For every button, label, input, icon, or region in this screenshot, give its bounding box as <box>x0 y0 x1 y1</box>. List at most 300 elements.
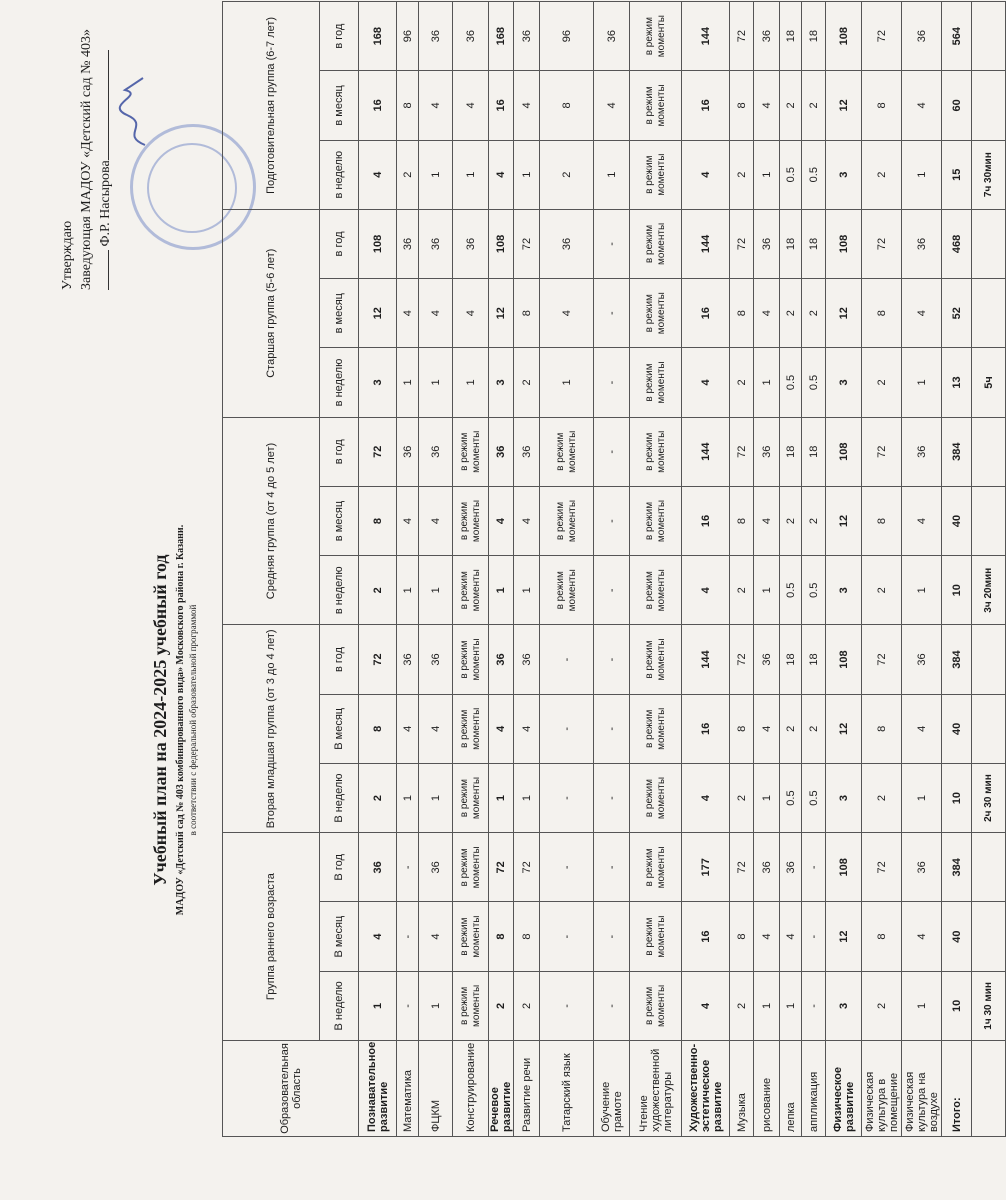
table-cell: 4 <box>682 348 730 417</box>
table-cell: 1 <box>754 763 780 832</box>
curriculum-table <box>222 1 1006 1137</box>
table-cell: 108 <box>826 209 862 278</box>
table-cell: 384 <box>942 625 972 694</box>
table-cell: 72 <box>862 833 902 902</box>
table-cell: 3 <box>826 348 862 417</box>
header-period: в месяц <box>320 71 359 140</box>
table-cell: 18 <box>802 625 826 694</box>
table-cell: в режим моменты <box>630 763 682 832</box>
table-cell: 2 <box>802 279 826 348</box>
table-cell: 4 <box>453 279 489 348</box>
table-cell: 2 <box>780 694 802 763</box>
header-period: В год <box>320 833 359 902</box>
row-area-name: Физическое развитие <box>826 1041 862 1137</box>
table-cell: - <box>397 971 419 1040</box>
table-cell: 36 <box>489 417 514 486</box>
table-cell: 36 <box>754 833 780 902</box>
table-cell: - <box>594 694 630 763</box>
table-cell: 15 <box>942 140 972 209</box>
table-row <box>802 2 826 1137</box>
row-area-name: Татарский язык <box>540 1041 594 1137</box>
table-row <box>540 2 594 1137</box>
table-cell: в режим моменты <box>453 625 489 694</box>
table-cell: 0.5 <box>780 140 802 209</box>
table-cell: 4 <box>682 140 730 209</box>
table-cell: 2 <box>397 140 419 209</box>
table-cell: - <box>802 902 826 971</box>
table-cell: - <box>594 971 630 1040</box>
approval-block <box>58 0 115 290</box>
header-area: Образовательная область <box>223 1041 359 1137</box>
table-cell: 4 <box>419 71 453 140</box>
table-cell: в режим моменты <box>630 971 682 1040</box>
row-area-name: Художественно-эстетическое развитие <box>682 1041 730 1137</box>
table-cell: 1 <box>902 556 942 625</box>
header-period: В месяц <box>320 694 359 763</box>
table-cell <box>972 2 1006 71</box>
table-cell: - <box>540 833 594 902</box>
header-period: В месяц <box>320 902 359 971</box>
table-cell: 1 <box>540 348 594 417</box>
table-cell: 108 <box>826 833 862 902</box>
table-cell: 384 <box>942 833 972 902</box>
table-cell: 36 <box>754 625 780 694</box>
table-cell: 36 <box>514 625 540 694</box>
table-cell: в режим моменты <box>630 486 682 555</box>
table-cell: 144 <box>682 2 730 71</box>
table-cell: 72 <box>514 833 540 902</box>
table-cell: 36 <box>453 209 489 278</box>
table-cell: в режим моменты <box>453 971 489 1040</box>
header-period: в неделю <box>320 348 359 417</box>
table-cell: 8 <box>862 902 902 971</box>
table-cell: 384 <box>942 417 972 486</box>
table-cell: - <box>594 833 630 902</box>
table-cell: 2 <box>514 971 540 1040</box>
table-cell: 2 <box>730 763 754 832</box>
table-cell: 1 <box>419 140 453 209</box>
table-cell: 36 <box>902 833 942 902</box>
table-row <box>754 2 780 1137</box>
table-cell: 4 <box>902 694 942 763</box>
table-cell: 4 <box>902 279 942 348</box>
table-cell <box>972 833 1006 902</box>
table-cell: 4 <box>397 694 419 763</box>
table-cell: 2 <box>359 556 397 625</box>
table-cell: 108 <box>359 209 397 278</box>
table-cell: 4 <box>489 694 514 763</box>
table-cell: 1 <box>902 348 942 417</box>
table-cell: 4 <box>397 486 419 555</box>
table-cell: 4 <box>397 279 419 348</box>
table-cell: 1 <box>397 348 419 417</box>
row-area-name: Музыка <box>730 1041 754 1137</box>
table-cell: 8 <box>514 902 540 971</box>
table-cell: 36 <box>902 417 942 486</box>
table-cell: 4 <box>419 486 453 555</box>
table-cell: 2 <box>862 556 902 625</box>
table-cell: 1 <box>594 140 630 209</box>
table-cell: 72 <box>730 833 754 902</box>
table-cell <box>972 279 1006 348</box>
table-cell: 36 <box>359 833 397 902</box>
table-cell: 1 <box>514 556 540 625</box>
table-cell: 36 <box>902 2 942 71</box>
table-cell: 8 <box>359 694 397 763</box>
table-cell: 72 <box>730 2 754 71</box>
table-cell <box>972 209 1006 278</box>
table-cell: 1 <box>754 971 780 1040</box>
table-cell: 72 <box>359 417 397 486</box>
table-cell: - <box>594 417 630 486</box>
table-cell: 1 <box>419 971 453 1040</box>
table-row <box>972 2 1006 1137</box>
table-cell: 4 <box>902 486 942 555</box>
table-cell: 0.5 <box>780 763 802 832</box>
table-cell: 36 <box>419 625 453 694</box>
table-cell: 2 <box>730 971 754 1040</box>
approval-line-1: Утверждаю <box>60 220 75 290</box>
table-cell: 4 <box>419 902 453 971</box>
table-cell: - <box>540 625 594 694</box>
header-period: В неделю <box>320 763 359 832</box>
table-cell: 2 <box>862 348 902 417</box>
table-cell: 13 <box>942 348 972 417</box>
table-cell: 36 <box>397 209 419 278</box>
table-cell: 2 <box>540 140 594 209</box>
row-area-name: рисование <box>754 1041 780 1137</box>
table-cell: 1 <box>754 556 780 625</box>
table-cell: 144 <box>682 417 730 486</box>
table-cell: 1 <box>419 556 453 625</box>
table-cell: 18 <box>780 209 802 278</box>
table-cell: 18 <box>802 417 826 486</box>
table-cell <box>972 902 1006 971</box>
table-cell: 4 <box>682 556 730 625</box>
table-row <box>902 2 942 1137</box>
table-cell: в режим моменты <box>453 833 489 902</box>
table-row <box>514 2 540 1137</box>
table-row <box>453 2 489 1137</box>
table-cell: 12 <box>826 694 862 763</box>
table-cell: 0.5 <box>780 348 802 417</box>
table-row <box>359 2 397 1137</box>
table-cell: 5ч <box>972 348 1006 417</box>
table-cell: 40 <box>942 694 972 763</box>
table-cell: 4 <box>754 71 780 140</box>
table-cell: 18 <box>780 625 802 694</box>
table-cell: 4 <box>453 71 489 140</box>
table-cell: 8 <box>540 71 594 140</box>
table-cell: 8 <box>730 71 754 140</box>
table-cell: 40 <box>942 486 972 555</box>
signature-icon <box>115 70 155 150</box>
table-cell: 36 <box>514 2 540 71</box>
table-cell: 0.5 <box>780 556 802 625</box>
table-cell: 1 <box>397 556 419 625</box>
table-cell: 8 <box>730 902 754 971</box>
table-cell: - <box>594 902 630 971</box>
table-cell: 1 <box>754 140 780 209</box>
table-cell: 2 <box>862 971 902 1040</box>
table-cell: в режим моменты <box>540 556 594 625</box>
table-cell: 2 <box>514 348 540 417</box>
table-cell: 2 <box>802 71 826 140</box>
table-cell: 52 <box>942 279 972 348</box>
header-period: в месяц <box>320 486 359 555</box>
table-cell: - <box>397 833 419 902</box>
table-cell: 2 <box>780 71 802 140</box>
table-cell: 16 <box>682 71 730 140</box>
table-cell: 4 <box>489 140 514 209</box>
table-cell: - <box>594 348 630 417</box>
table-cell: 36 <box>902 625 942 694</box>
table-cell: 4 <box>902 71 942 140</box>
row-area-name: Конструирование <box>453 1041 489 1137</box>
title-block <box>150 370 198 1070</box>
header-period: в год <box>320 625 359 694</box>
row-area-name: ФЦКМ <box>419 1041 453 1137</box>
row-area-name: аппликация <box>802 1041 826 1137</box>
table-cell: 7ч 30мин <box>972 140 1006 209</box>
row-area-name: Итого: <box>942 1041 972 1137</box>
table-cell: 4 <box>419 279 453 348</box>
table-cell: в режим моменты <box>453 763 489 832</box>
table-cell: 1 <box>902 971 942 1040</box>
table-cell: 16 <box>682 279 730 348</box>
table-cell: 1ч 30 мин <box>972 971 1006 1040</box>
table-cell: 564 <box>942 2 972 71</box>
table-row <box>594 2 630 1137</box>
row-area-name: Физическая культура в помещение <box>862 1041 902 1137</box>
table-cell: 16 <box>682 486 730 555</box>
table-cell: 10 <box>942 556 972 625</box>
table-cell: 8 <box>514 279 540 348</box>
table-cell: 3 <box>826 971 862 1040</box>
table-cell: 4 <box>754 279 780 348</box>
table-cell: 2 <box>802 694 826 763</box>
table-cell: 2 <box>359 763 397 832</box>
header-group: Средняя группа (от 4 до 5 лет) <box>223 417 320 625</box>
table-cell: 36 <box>594 2 630 71</box>
table-cell: 36 <box>419 417 453 486</box>
table-cell: 72 <box>489 833 514 902</box>
row-area-name: Обучение грамоте <box>594 1041 630 1137</box>
table-cell: - <box>397 902 419 971</box>
table-cell: в режим моменты <box>630 833 682 902</box>
table-cell: 1 <box>514 140 540 209</box>
table-header-groups <box>223 2 320 1137</box>
header-period: в год <box>320 209 359 278</box>
table-cell: 4 <box>514 71 540 140</box>
table-cell: - <box>594 556 630 625</box>
table-cell: 72 <box>862 2 902 71</box>
table-cell: 0.5 <box>802 140 826 209</box>
table-cell: 40 <box>942 902 972 971</box>
table-cell: 8 <box>489 902 514 971</box>
table-cell: 36 <box>754 417 780 486</box>
table-cell: 1 <box>489 556 514 625</box>
table-cell: 96 <box>540 2 594 71</box>
table-cell: 36 <box>419 209 453 278</box>
table-cell: в режим моменты <box>453 902 489 971</box>
table-cell: 36 <box>780 833 802 902</box>
header-group: Подготовительная группа (6-7 лет) <box>223 2 320 210</box>
table-cell: 36 <box>754 209 780 278</box>
table-row <box>942 2 972 1137</box>
table-cell: 108 <box>826 417 862 486</box>
table-cell: - <box>540 694 594 763</box>
table-cell: 2 <box>489 971 514 1040</box>
table-cell: 8 <box>730 279 754 348</box>
table-cell: 108 <box>489 209 514 278</box>
table-cell: 8 <box>862 71 902 140</box>
table-cell: - <box>540 763 594 832</box>
table-cell: 36 <box>453 2 489 71</box>
table-cell: 1 <box>489 763 514 832</box>
header-period: в год <box>320 2 359 71</box>
table-cell: - <box>540 902 594 971</box>
table-cell: 12 <box>489 279 514 348</box>
table-cell: - <box>540 971 594 1040</box>
header-period: в неделю <box>320 556 359 625</box>
table-cell: в режим моменты <box>630 209 682 278</box>
approval-line-2: Заведующая МАДОУ «Детский сад № 403» <box>79 29 94 290</box>
table-cell: 2ч 30 мин <box>972 763 1006 832</box>
table-cell: 1 <box>359 971 397 1040</box>
table-row <box>730 2 754 1137</box>
row-area-name: Физическая культура на воздухе <box>902 1041 942 1137</box>
page-subtitle: МАДОУ «Детский сад № 403 комбинированного вида» Московского района г. Казани. <box>175 524 186 916</box>
table-cell: 0.5 <box>802 556 826 625</box>
table-cell: 168 <box>359 2 397 71</box>
table-cell: в режим моменты <box>453 556 489 625</box>
table-cell: 12 <box>359 279 397 348</box>
header-group: Группа раннего возраста <box>223 833 320 1041</box>
table-cell: 1 <box>397 763 419 832</box>
table-cell: 16 <box>359 71 397 140</box>
table-row <box>682 2 730 1137</box>
table-cell: 1 <box>453 348 489 417</box>
table-cell: 144 <box>682 209 730 278</box>
table-cell: 18 <box>802 209 826 278</box>
table-cell: 36 <box>489 625 514 694</box>
table-cell: 2 <box>802 486 826 555</box>
table-cell: 1 <box>754 348 780 417</box>
header-period: в неделю <box>320 140 359 209</box>
table-cell: 0.5 <box>802 763 826 832</box>
table-cell: - <box>594 486 630 555</box>
table-row <box>862 2 902 1137</box>
table-cell: - <box>594 625 630 694</box>
table-cell: 177 <box>682 833 730 902</box>
approval-signature-line <box>108 250 109 290</box>
table-cell: 1 <box>902 140 942 209</box>
table-cell: 10 <box>942 971 972 1040</box>
row-area-name: Развитие речи <box>514 1041 540 1137</box>
table-cell: 36 <box>397 417 419 486</box>
row-area-name: лепка <box>780 1041 802 1137</box>
table-cell: 10 <box>942 763 972 832</box>
table-row <box>419 2 453 1137</box>
table-cell: 72 <box>359 625 397 694</box>
table-cell: 72 <box>730 417 754 486</box>
table-cell: 16 <box>682 694 730 763</box>
table-cell: 72 <box>730 209 754 278</box>
table-body <box>359 2 1006 1137</box>
table-cell: в режим моменты <box>453 694 489 763</box>
table-cell: 4 <box>594 71 630 140</box>
table-cell: 2 <box>862 140 902 209</box>
table-cell: 8 <box>862 486 902 555</box>
table-cell: 2 <box>730 556 754 625</box>
table-cell: 4 <box>682 971 730 1040</box>
table-cell: 1 <box>780 971 802 1040</box>
table-cell: 2 <box>730 348 754 417</box>
table-cell: 12 <box>826 71 862 140</box>
table-cell: 0.5 <box>802 348 826 417</box>
table-row <box>826 2 862 1137</box>
table-row <box>397 2 419 1137</box>
table-cell: в режим моменты <box>453 417 489 486</box>
table-row <box>780 2 802 1137</box>
row-area-name: Познавательное развитие <box>359 1041 397 1137</box>
table-cell: 4 <box>359 902 397 971</box>
table-cell: 36 <box>397 625 419 694</box>
table-cell: 36 <box>514 417 540 486</box>
table-cell: 8 <box>359 486 397 555</box>
table-cell: 8 <box>862 279 902 348</box>
table-cell: 4 <box>419 694 453 763</box>
table-cell: 72 <box>862 625 902 694</box>
table-cell: 16 <box>682 902 730 971</box>
table-cell: 72 <box>730 625 754 694</box>
table-row <box>630 2 682 1137</box>
row-area-name: Чтение художественной литературы <box>630 1041 682 1137</box>
row-area-name: Речевое развитие <box>489 1041 514 1137</box>
table-cell: 1 <box>453 140 489 209</box>
page-subtitle-2: в соответствии с федеральной образовательной программой <box>188 604 198 836</box>
table-cell: 2 <box>780 279 802 348</box>
table-cell: 3 <box>826 556 862 625</box>
table-cell: 18 <box>780 417 802 486</box>
table-cell: 96 <box>397 2 419 71</box>
table-cell: 3 <box>359 348 397 417</box>
table-cell: 4 <box>780 902 802 971</box>
table-cell: 4 <box>359 140 397 209</box>
table-cell: 18 <box>802 2 826 71</box>
table-cell: 2 <box>730 140 754 209</box>
table-cell <box>972 625 1006 694</box>
table-cell: 72 <box>862 209 902 278</box>
table-cell <box>972 694 1006 763</box>
table-cell: - <box>594 209 630 278</box>
table-cell: 1 <box>419 763 453 832</box>
table-cell: - <box>802 971 826 1040</box>
table-cell: в режим моменты <box>630 279 682 348</box>
header-group: Старшая группа (5-6 лет) <box>223 209 320 417</box>
table-cell: 3 <box>826 763 862 832</box>
table-cell <box>972 71 1006 140</box>
table-cell: 4 <box>682 763 730 832</box>
table-cell <box>972 417 1006 486</box>
table-cell: 36 <box>540 209 594 278</box>
table-cell: 2 <box>780 486 802 555</box>
table-cell: 18 <box>780 2 802 71</box>
row-area-name <box>972 1041 1006 1137</box>
table-row <box>489 2 514 1137</box>
table-cell: 4 <box>902 902 942 971</box>
